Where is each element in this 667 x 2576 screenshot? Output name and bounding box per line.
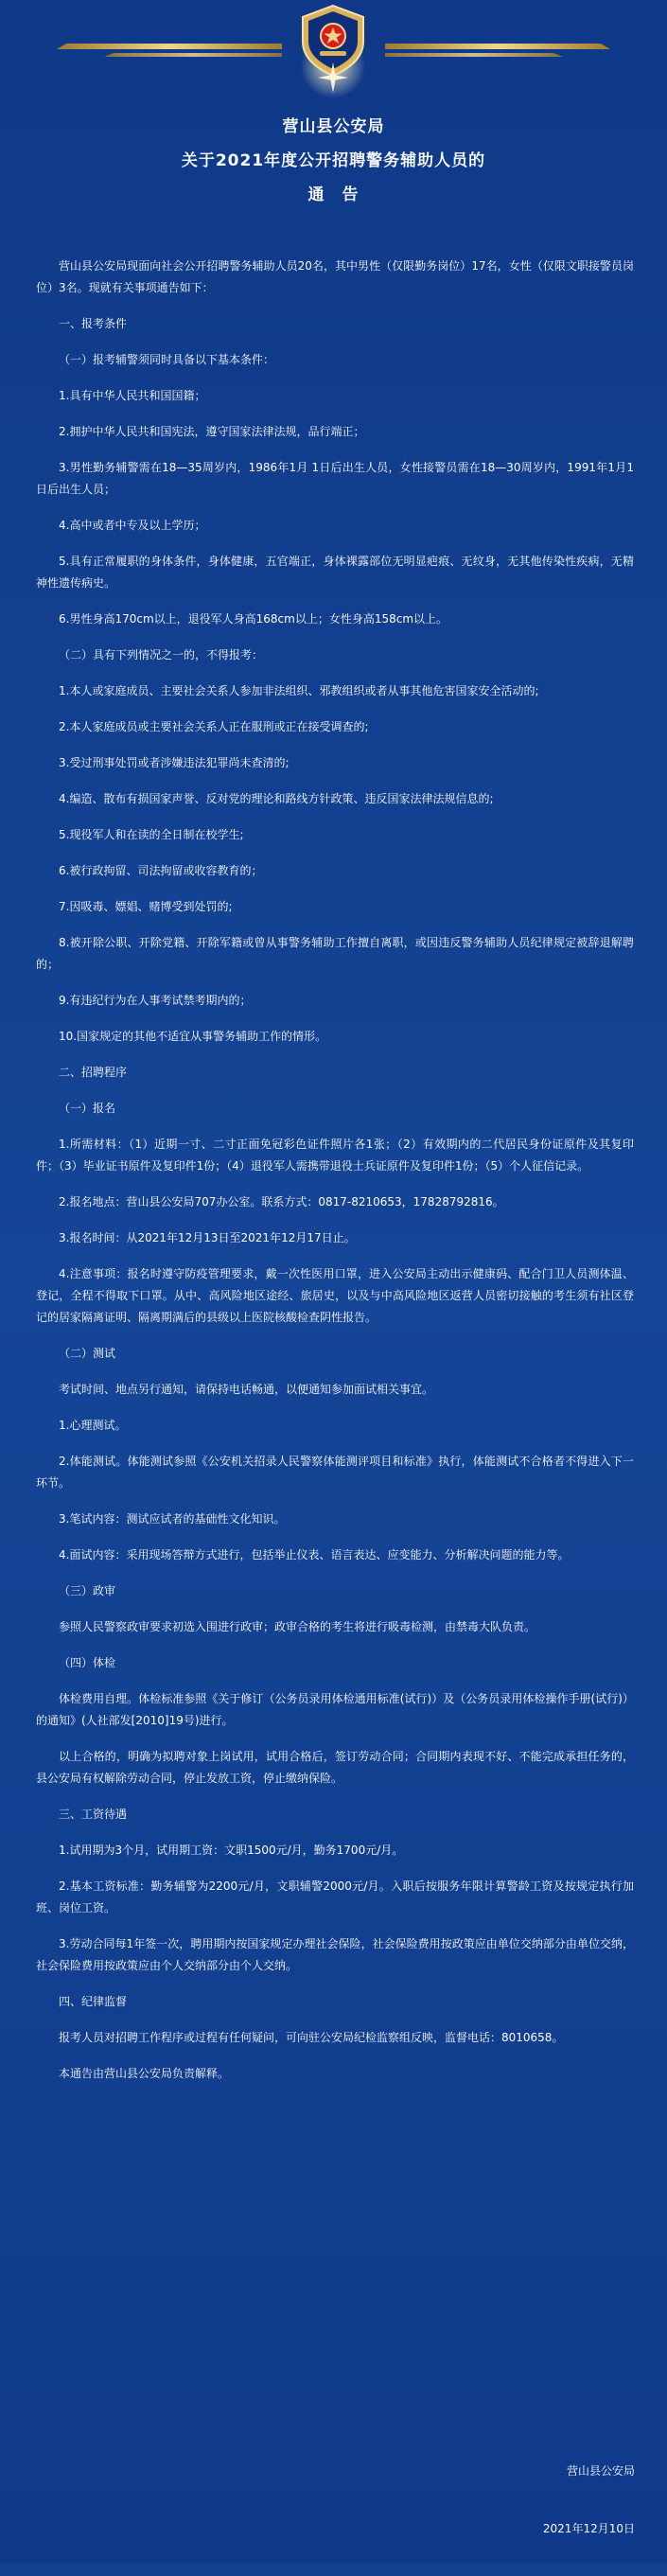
signature-date: 2021年12月10日 <box>542 2522 635 2535</box>
body-paragraph: 9.有违纪行为在人事考试禁考期内的； <box>59 994 252 1007</box>
body-paragraph: 4.编造、散布有损国家声誉、反对党的理论和路线方针政策、违反国家法律法规信息的; <box>59 792 494 805</box>
body-paragraph: 5.具有正常履职的身体条件，身体健康，五官端正，身体裸露部位无明显疤痕、无纹身，无其他传染性疾病，无精神性遗传病史。 <box>36 555 634 590</box>
body-paragraph: 3.笔试内容：测试应试者的基础性文化知识。 <box>59 1512 286 1526</box>
body-paragraph: 参照人民警察政审要求初选入围进行政审；政审合格的考生将进行吸毒检测，由禁毒大队负责。 <box>59 1620 536 1633</box>
body-paragraph: 二、招聘程序 <box>59 1066 128 1079</box>
body-paragraph: 7.因吸毒、嫖娼、赌博受到处罚的; <box>59 900 233 913</box>
body-paragraph: 2.体能测试。体能测试参照《公安机关招录人民警察体能测评项目和标准》执行，体能测试不合格者不得进入下一环节。 <box>36 1455 634 1490</box>
right-wing-decoration <box>385 44 610 57</box>
body-paragraph: 三、工资待遇 <box>59 1808 128 1821</box>
police-emblem-graphic <box>0 0 667 104</box>
body-paragraph: （一）报名 <box>59 1102 116 1115</box>
body-paragraph: 8.被开除公职、开除党籍、开除军籍或曾从事警务辅助工作擅自离职，或因违反警务辅助人员纪律规定被辞退解聘的； <box>36 936 634 971</box>
body-paragraph: 6.男性身高170cm以上，退役军人身高168cm以上；女性身高158cm以上。 <box>59 612 448 626</box>
body-paragraph: 4.高中或者中专及以上学历； <box>59 519 206 532</box>
body-paragraph: （一）报考辅警须同时具备以下基本条件： <box>59 353 275 366</box>
body-paragraph: （四）体检 <box>59 1656 116 1669</box>
body-paragraph: 1.具有中华人民共和国国籍； <box>59 389 206 402</box>
body-paragraph: 4.面试内容：采用现场答辩方式进行，包括举止仪表、语言表达、应变能力、分析解决问题的能力等。 <box>59 1548 570 1561</box>
body-paragraph: 一、报考条件 <box>59 317 128 330</box>
notice-subtitle: 通 告 <box>307 185 360 204</box>
body-paragraph: 3.男性勤务辅警需在18—35周岁内，1986年1月 1日后出生人员，女性接警员需在18—30周岁内，1991年1月1日后出生人员； <box>36 461 634 496</box>
body-paragraph: 3.劳动合同每1年签一次，聘用期内按国家规定办理社会保险，社会保险费用按政策应由单位交纳部分由单位交纳，社会保险费用按政策应由个人交纳部分由个人交纳。 <box>36 1937 634 1972</box>
signature-block <box>408 2461 635 2576</box>
body-paragraph: 3.报名时间：从2021年12月13日至2021年12月17日止。 <box>59 1231 356 1244</box>
notice-title: 关于2021年度公开招聘警务辅助人员的 <box>181 151 486 170</box>
body-paragraph: （二）测试 <box>59 1347 116 1360</box>
notice-title-block <box>0 110 667 212</box>
body-paragraph: 以上合格的，明确为拟聘对象上岗试用，试用合格后，签订劳动合同；合同期内表现不好、不能完成承担任务的，县公安局有权解除劳动合同，停止发放工资，停止缴纳保险。 <box>36 1750 634 1785</box>
body-paragraph: 2.报名地点：营山县公安局707办公室。联系方式：0817-8210653，17828792816。 <box>59 1195 504 1209</box>
issuer-title: 营山县公安局 <box>282 117 385 136</box>
notice-body <box>36 256 634 2099</box>
body-paragraph: 本通告由营山县公安局负责解释。 <box>59 2067 230 2080</box>
left-wing-decoration <box>57 44 282 57</box>
body-paragraph: （三）政审 <box>59 1584 116 1597</box>
body-paragraph: 2.本人家庭成员或主要社会关系人正在服刑或正在接受调查的; <box>59 720 369 733</box>
header-banner <box>0 0 667 104</box>
body-paragraph: 1.心理测试。 <box>59 1419 127 1432</box>
signature-org: 营山县公安局 <box>566 2464 635 2478</box>
body-paragraph: 1.试用期为3个月，试用期工资：文职1500元/月，勤务1700元/月。 <box>59 1844 404 1857</box>
body-paragraph: 1.本人或家庭成员、主要社会关系人参加非法组织、邪教组织或者从事其他危害国家安全活动的; <box>59 684 539 697</box>
body-paragraph: （二）具有下列情况之一的，不得报考： <box>59 648 264 662</box>
police-badge-icon <box>301 6 365 98</box>
body-paragraph: 营山县公安局现面向社会公开招聘警务辅助人员20名，其中男性（仅限勤务岗位）17名，女性（仅限文职接警员岗位）3名。现就有关事项通告如下： <box>36 259 634 294</box>
body-paragraph: 4.注意事项：报名时遵守防疫管理要求，戴一次性医用口罩，进入公安局主动出示健康码、配合门卫人员测体温、登记，全程不得取下口罩。从中、高风险地区途经、旅居史，以及与中高风险地区返营人员密切接触的考生须有社区登记的居家隔离证明、隔离期满后的县级以上医院核酸检查阴性报告。 <box>36 1267 634 1324</box>
body-paragraph: 四、纪律监督 <box>59 1995 128 2008</box>
body-paragraph: 体检费用自理。体检标准参照《关于修订（公务员录用体检通用标准(试行)）及（公务员录用体检操作手册(试行)）的通知》(人社部发[2010]19号)进行。 <box>36 1692 634 1727</box>
body-paragraph: 报考人员对招聘工作程序或过程有任何疑问，可向驻公安局纪检监察组反映，监督电话：8010658。 <box>59 2031 564 2044</box>
body-paragraph: 6.被行政拘留、司法拘留或收容教育的； <box>59 864 263 877</box>
body-paragraph: 2.拥护中华人民共和国宪法，遵守国家法律法规，品行端正； <box>59 425 365 438</box>
body-paragraph: 考试时间、地点另行通知，请保持电话畅通，以便通知参加面试相关事宜。 <box>59 1383 434 1396</box>
body-paragraph: 3.受过刑事处罚或者涉嫌违法犯罪尚未查清的; <box>59 756 290 769</box>
body-paragraph: 1.所需材料：（1）近期一寸、二寸正面免冠彩色证件照片各1张；（2）有效期内的二代居民身份证原件及其复印件；（3）毕业证书原件及复印件1份；（4）退役军人需携带退役士兵证原件及复印件1份；（5）个人征信记录。 <box>36 1138 634 1173</box>
body-paragraph: 5.现役军人和在读的全日制在校学生; <box>59 828 244 841</box>
body-paragraph: 10.国家规定的其他不适宜从事警务辅助工作的情形。 <box>59 1030 327 1043</box>
body-paragraph: 2.基本工资标准：勤务辅警为2200元/月，文职辅警2000元/月。入职后按服务年限计算警龄工资及按规定执行加班、岗位工资。 <box>36 1879 634 1914</box>
